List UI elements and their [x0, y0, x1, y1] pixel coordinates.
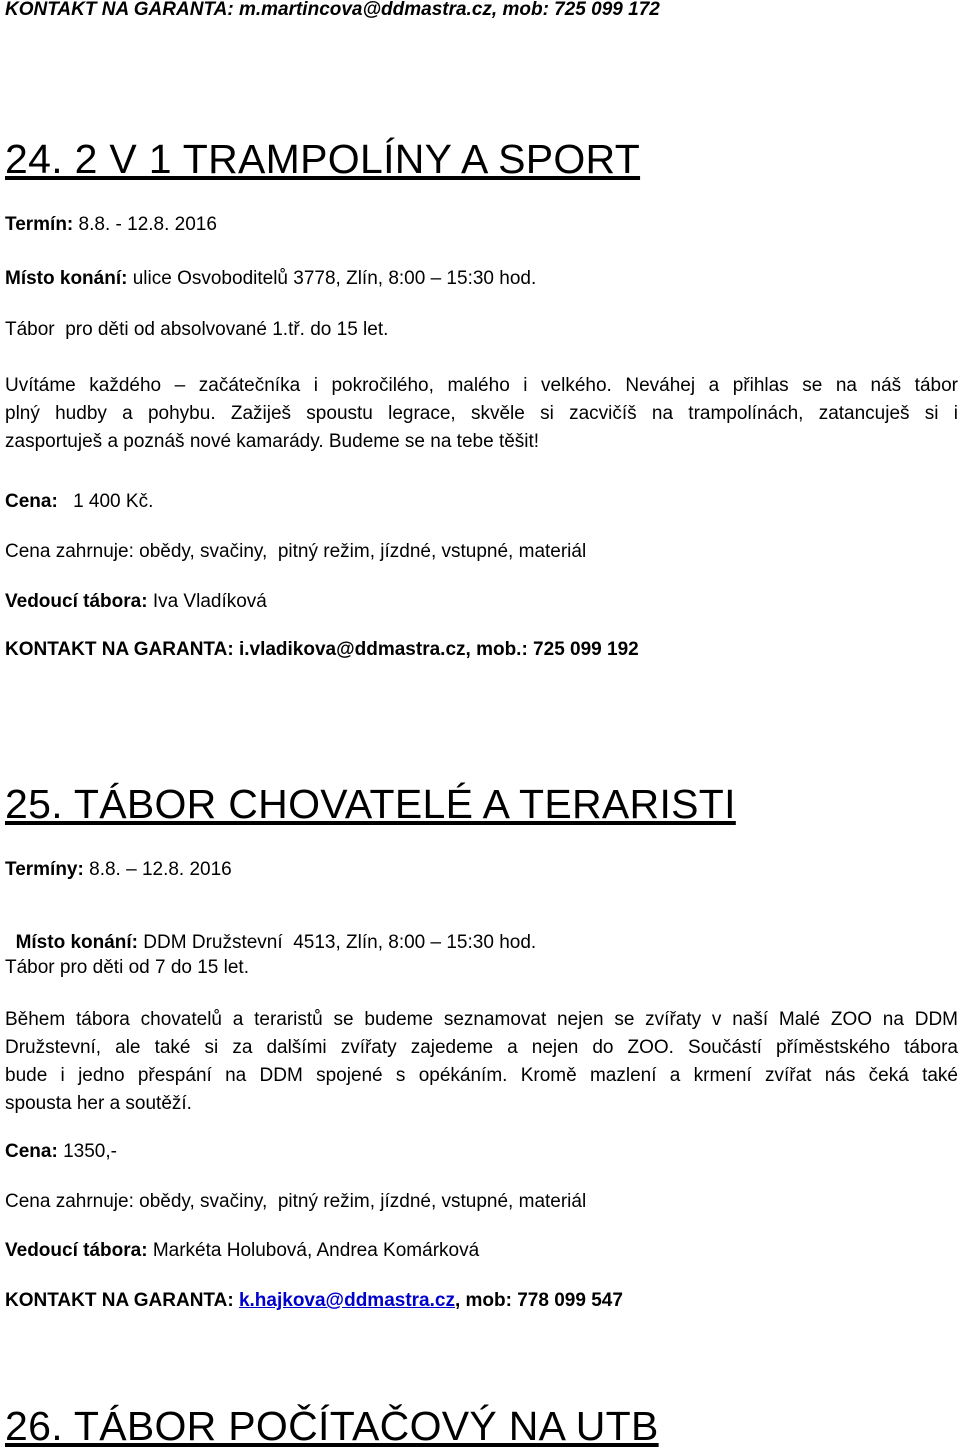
camp26-heading: 26. TÁBOR POČÍTAČOVÝ NA UTB — [5, 1403, 659, 1449]
camp24-contact: KONTAKT NA GARANTA: i.vladikova@ddmastra.cz, mob.: 725 099 192 — [5, 639, 639, 660]
camp24-term — [5, 213, 217, 237]
camp24-audience: Tábor pro děti od absolvované 1.tř. do 15 let. — [5, 319, 389, 340]
camp25-contact — [5, 1289, 623, 1313]
camp25-leader — [5, 1239, 479, 1263]
camp25-place-value: DDM Družstevní 4513, Zlín, 8:00 – 15:30 hod. — [143, 932, 537, 953]
top-contact — [5, 0, 660, 22]
camp25-desc-line: Družstevní, ale také si za dalšími zvířaty zajedeme a nejen do ZOO. Součástí příměstského tábora — [5, 1037, 958, 1058]
camp24-description — [5, 372, 958, 456]
camp24-place-value: ulice Osvoboditelů 3778, Zlín, 8:00 – 15:30 hod. — [132, 268, 537, 289]
top-contact-rest: , mob: 725 099 172 — [491, 0, 660, 20]
camp24-desc-line: zasportuješ a poznáš nové kamarády. Budeme se na tebe těšit! — [5, 431, 540, 452]
camp25-place — [5, 907, 536, 955]
camp24-term-label: Termín: — [5, 214, 74, 235]
camp25-contact-email[interactable]: k.hajkova@ddmastra.cz — [238, 1290, 455, 1311]
camp25-desc-line: spousta her a soutěží. — [5, 1093, 192, 1114]
camp25-term — [5, 858, 232, 882]
top-contact-email[interactable]: m.martincova@ddmastra.cz — [238, 0, 492, 20]
camp24-place — [5, 267, 536, 291]
camp24-desc-line: Uvítáme každého – začátečníka i pokročilého, malého i velkého. Neváhej a přihlas se na náš tábor — [5, 375, 958, 396]
camp24-heading: 24. 2 V 1 TRAMPOLÍNY A SPORT — [5, 136, 641, 182]
camp25-leader-value: Markéta Holubová, Andrea Komárková — [152, 1240, 480, 1261]
camp25-includes: Cena zahrnuje: obědy, svačiny, pitný režim, jízdné, vstupné, materiál — [5, 1191, 587, 1212]
camp24-leader — [5, 590, 267, 614]
camp25-description — [5, 1006, 958, 1118]
top-contact-label: KONTAKT NA GARANTA: — [5, 0, 234, 20]
camp24-price-value: 1 400 Kč. — [73, 491, 154, 512]
camp24-leader-label: Vedoucí tábora: — [5, 591, 148, 612]
camp25-place-label: Místo konání: — [15, 932, 139, 953]
camp25-price-value: 1350,- — [63, 1141, 117, 1162]
camp25-contact-label: KONTAKT NA GARANTA: — [5, 1290, 234, 1311]
camp24-price-label: Cena: — [5, 491, 58, 512]
camp25-desc-line: bude i jedno přespání na DDM spojené s opékáním. Kromě mazlení a krmení zvířat nás čeká také — [5, 1065, 958, 1086]
camp25-leader-label: Vedoucí tábora: — [5, 1240, 148, 1261]
camp25-term-label: Termíny: — [5, 859, 84, 880]
camp25-price-label: Cena: — [5, 1141, 58, 1162]
camp24-price — [5, 490, 153, 514]
camp25-audience: Tábor pro děti od 7 do 15 let. — [5, 957, 249, 978]
camp25-contact-rest: , mob: 778 099 547 — [454, 1290, 623, 1311]
camp25-desc-line: Během tábora chovatelů a teraristů se budeme seznamovat nejen se zvířaty v naší Malé ZOO na DDM — [5, 1009, 958, 1030]
camp24-term-value: 8.8. - 12.8. 2016 — [78, 214, 217, 235]
camp25-heading: 25. TÁBOR CHOVATELÉ A TERARISTI — [5, 781, 736, 827]
camp24-desc-line: plný hudby a pohybu. Zažiješ spoustu legrace, skvěle si zacvičíš na trampolínách, zatancuješ si i — [5, 403, 958, 424]
camp24-place-label: Místo konání: — [5, 268, 128, 289]
camp24-leader-value: Iva Vladíková — [152, 591, 267, 612]
camp24-includes: Cena zahrnuje: obědy, svačiny, pitný režim, jízdné, vstupné, materiál — [5, 541, 587, 562]
camp25-term-value: 8.8. – 12.8. 2016 — [89, 859, 232, 880]
camp25-price — [5, 1140, 117, 1164]
